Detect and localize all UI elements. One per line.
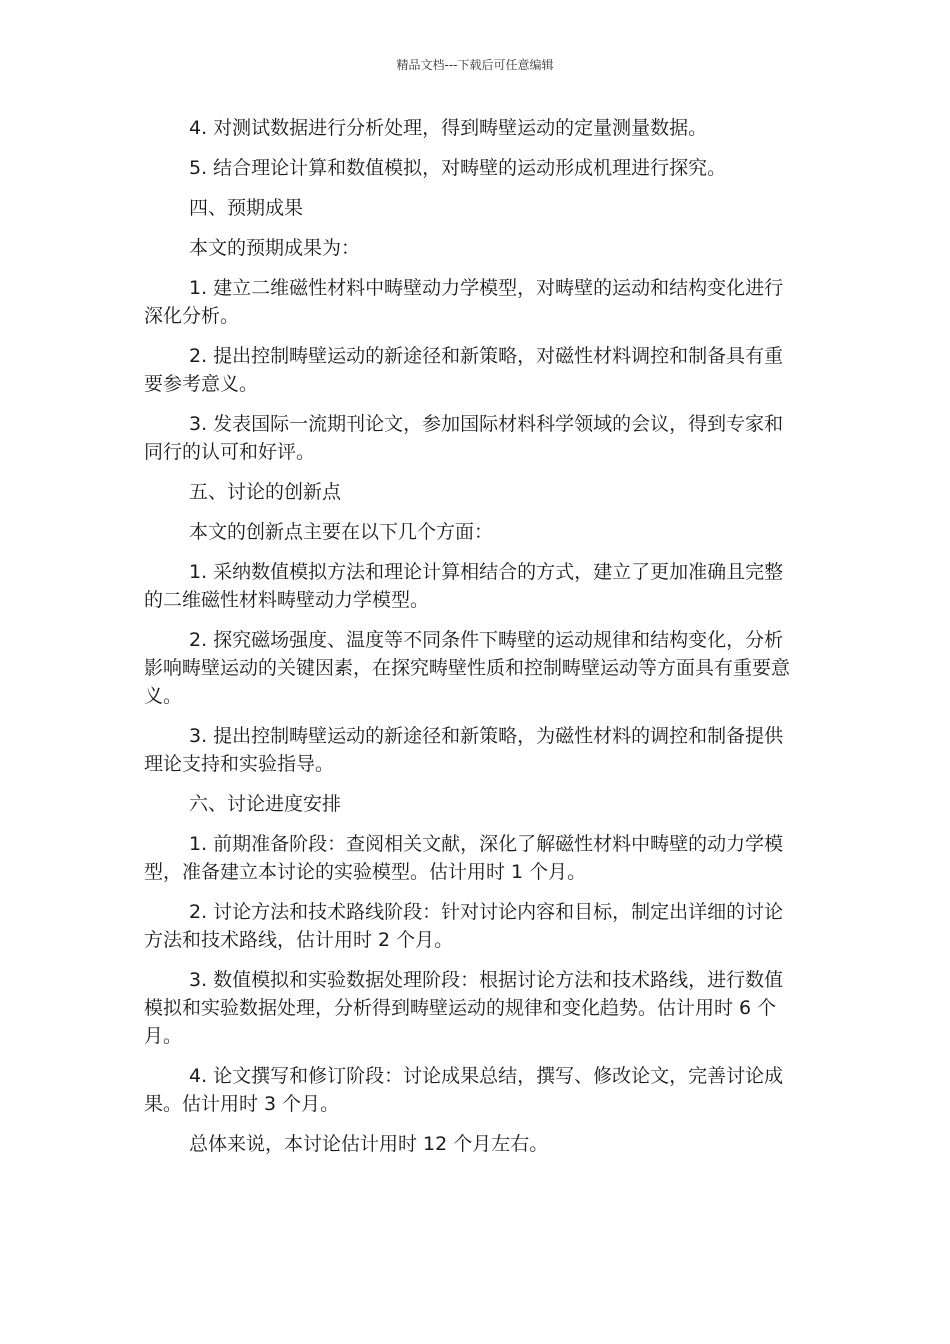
- schedule-item-1: 1. 前期准备阶段：查阅相关文献，深化了解磁性材料中畴壁的动力学模型，准备建立本讨论的实验模型。估计用时 1 个月。: [144, 833, 784, 883]
- innovation-intro: 本文的创新点主要在以下几个方面：: [189, 521, 494, 543]
- list-item-analysis: 4. 对测试数据进行分析处理，得到畴壁运动的定量测量数据。: [189, 117, 708, 139]
- expected-result-item-1: 1. 建立二维磁性材料中畴壁动力学模型，对畴壁的运动和结构变化进行深化分析。: [144, 277, 784, 327]
- expected-result-item-3: 3. 发表国际一流期刊论文，参加国际材料科学领域的会议，得到专家和同行的认可和好评。: [144, 413, 784, 463]
- expected-result-item-2: 2. 提出控制畴壁运动的新途径和新策略，对磁性材料调控和制备具有重要参考意义。: [144, 345, 784, 395]
- schedule-summary: 总体来说，本讨论估计用时 12 个月左右。: [189, 1133, 549, 1155]
- schedule-item-4: 4. 论文撰写和修订阶段：讨论成果总结，撰写、修改论文，完善讨论成果。估计用时 3 个月。: [144, 1065, 784, 1115]
- schedule-item-3: 3. 数值模拟和实验数据处理阶段：根据讨论方法和技术路线，进行数值模拟和实验数据处理，分析得到畴壁运动的规律和变化趋势。估计用时 6 个月。: [144, 969, 784, 1047]
- section-heading-expected-results: 四、预期成果: [189, 197, 304, 219]
- document-body: [144, 114, 799, 1170]
- innovation-item-3: 3. 提出控制畴壁运动的新途径和新策略，为磁性材料的调控和制备提供理论支持和实验指导。: [144, 725, 784, 775]
- schedule-item-2: 2. 讨论方法和技术路线阶段：针对讨论内容和目标，制定出详细的讨论方法和技术路线，估计用时 2 个月。: [144, 901, 784, 951]
- section-heading-schedule: 六、讨论进度安排: [189, 793, 342, 815]
- innovation-item-2: 2. 探究磁场强度、温度等不同条件下畴壁的运动规律和结构变化，分析影响畴壁运动的关键因素，在探究畴壁性质和控制畴壁运动等方面具有重要意义。: [144, 629, 791, 707]
- page-header: 精品文档---下载后可任意编辑: [396, 58, 554, 72]
- expected-results-intro: 本文的预期成果为：: [189, 237, 361, 259]
- innovation-item-1: 1. 采纳数值模拟方法和理论计算相结合的方式，建立了更加准确且完整的二维磁性材料畴壁动力学模型。: [144, 561, 784, 611]
- list-item-mechanism: 5. 结合理论计算和数值模拟，对畴壁的运动形成机理进行探究。: [189, 157, 727, 179]
- section-heading-innovation: 五、讨论的创新点: [189, 481, 342, 503]
